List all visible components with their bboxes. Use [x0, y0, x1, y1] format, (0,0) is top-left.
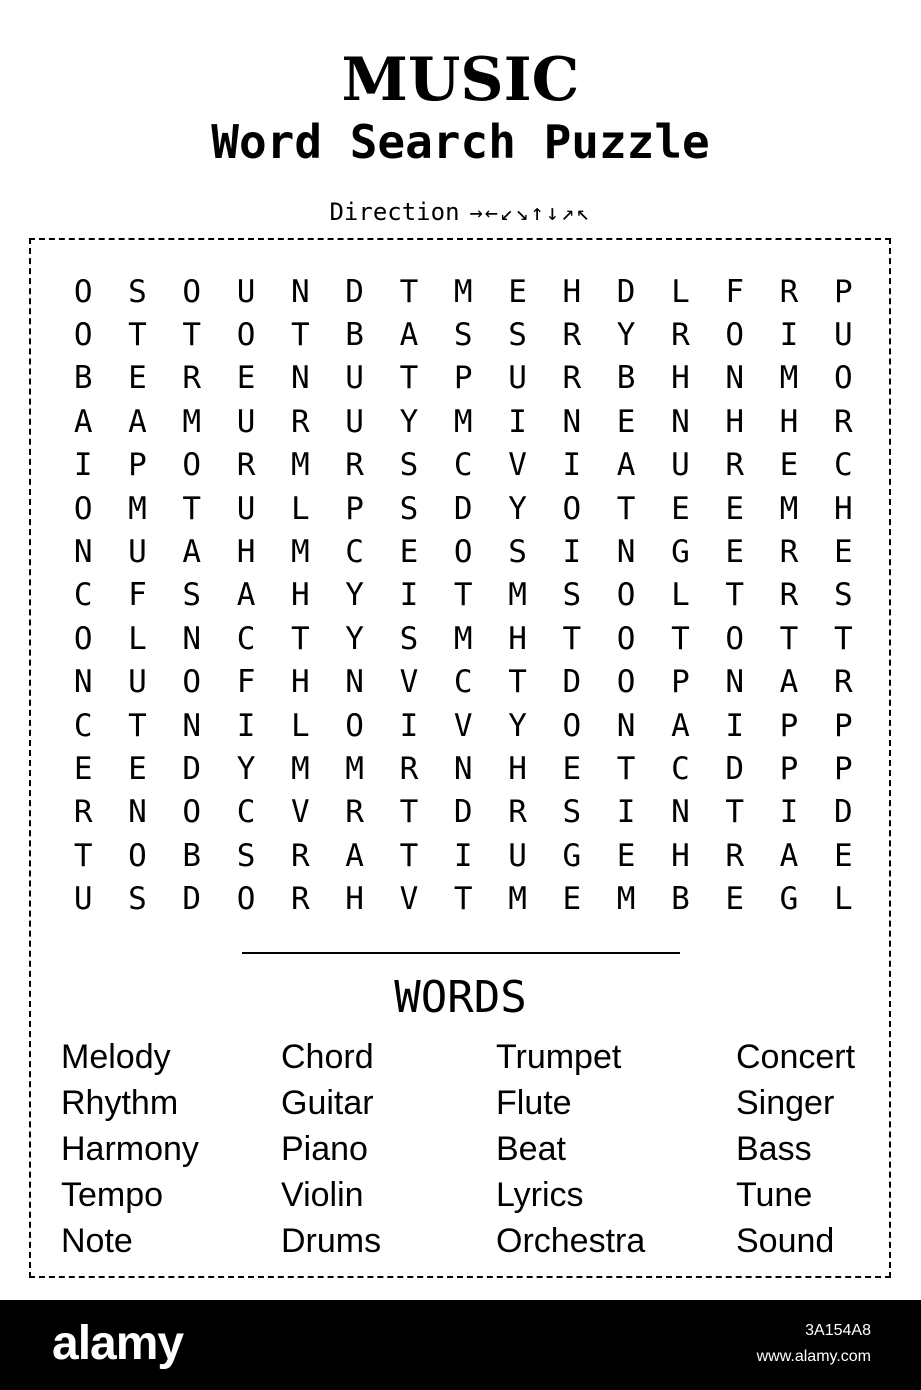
grid-cell[interactable]: P [345, 490, 364, 527]
grid-cell[interactable]: G [562, 837, 582, 874]
word-item: Flute [496, 1084, 572, 1122]
grid-cell[interactable]: S [399, 447, 419, 484]
grid-cell[interactable]: B [671, 881, 690, 918]
grid-cell[interactable]: D [616, 273, 636, 310]
puzzle-title: MUSIC [341, 45, 580, 115]
grid-cell[interactable]: R [671, 317, 690, 354]
grid-cell[interactable]: R [725, 837, 745, 874]
grid-cell[interactable]: U [345, 403, 364, 440]
grid-cell[interactable]: D [345, 273, 364, 310]
word-item: Guitar [281, 1084, 374, 1122]
grid-cell[interactable]: N [73, 534, 93, 571]
grid-cell[interactable]: A [345, 837, 364, 874]
grid-cell[interactable]: R [73, 794, 93, 831]
grid-cell[interactable]: R [182, 360, 202, 397]
grid-cell[interactable]: R [291, 403, 310, 440]
grid-cell[interactable]: H [508, 620, 527, 657]
grid-cell[interactable]: O [345, 707, 364, 744]
grid-cell[interactable]: N [616, 534, 636, 571]
grid-cell[interactable]: M [508, 577, 527, 614]
grid-cell[interactable]: S [833, 577, 853, 614]
grid-cell[interactable]: O [725, 620, 745, 657]
grid-cell[interactable]: S [399, 620, 419, 657]
grid-cell[interactable]: I [616, 794, 636, 831]
grid-cell[interactable]: U [508, 360, 527, 397]
grid-cell[interactable]: I [562, 447, 582, 484]
grid-cell[interactable]: V [399, 881, 419, 918]
grid-cell[interactable]: U [833, 317, 853, 354]
grid-cell[interactable]: T [725, 794, 745, 831]
word-list-column-3 [496, 1034, 645, 1264]
grid-cell[interactable]: R [779, 577, 799, 614]
grid-cell[interactable]: V [399, 664, 419, 701]
word-item: Tempo [61, 1176, 164, 1214]
grid-cell[interactable]: N [291, 360, 310, 397]
grid-cell[interactable]: T [508, 664, 527, 701]
grid-cell[interactable]: N [671, 794, 690, 831]
grid-cell[interactable]: D [453, 490, 473, 527]
grid-cell[interactable]: S [562, 577, 582, 614]
word-item: Lyrics [496, 1176, 584, 1214]
grid-cell[interactable]: O [833, 360, 853, 397]
word-item: Note [61, 1222, 133, 1260]
grid-cell[interactable]: D [182, 881, 202, 918]
grid-cell[interactable]: R [779, 534, 799, 571]
grid-cell[interactable]: H [833, 490, 853, 527]
grid-cell[interactable]: M [291, 534, 310, 571]
grid-cell[interactable]: E [562, 750, 582, 787]
grid-cell[interactable]: H [291, 664, 310, 701]
word-item: Violin [281, 1176, 364, 1214]
grid-cell[interactable]: R [345, 447, 364, 484]
word-list-column-1 [61, 1034, 199, 1264]
grid-cell[interactable]: O [73, 490, 93, 527]
grid-cell[interactable]: O [182, 794, 202, 831]
grid-cell[interactable]: M [128, 490, 147, 527]
grid-cell[interactable]: H [725, 403, 745, 440]
grid-cell[interactable]: O [616, 664, 636, 701]
grid-cell[interactable]: A [779, 837, 799, 874]
grid-cell[interactable]: R [236, 447, 256, 484]
grid-cell[interactable]: T [182, 317, 202, 354]
grid-cell[interactable]: B [73, 360, 93, 397]
direction-label: Direction [329, 198, 460, 226]
grid-cell[interactable]: O [616, 577, 636, 614]
grid-cell[interactable]: T [616, 750, 636, 787]
grid-cell[interactable]: B [182, 837, 202, 874]
grid-cell[interactable]: O [73, 317, 93, 354]
grid-cell[interactable]: A [779, 664, 799, 701]
grid-cell[interactable]: M [779, 360, 799, 397]
grid-cell[interactable]: O [73, 273, 93, 310]
grid-cell[interactable]: H [345, 881, 364, 918]
grid-cell[interactable]: M [345, 750, 364, 787]
grid-cell[interactable]: P [671, 664, 690, 701]
grid-cell[interactable]: N [616, 707, 636, 744]
grid-cell[interactable]: E [128, 360, 147, 397]
grid-cell[interactable]: M [291, 750, 310, 787]
grid-cell[interactable]: C [453, 664, 473, 701]
grid-cell[interactable]: O [182, 664, 202, 701]
grid-cell[interactable]: I [399, 707, 419, 744]
letter-grid [56, 270, 870, 921]
grid-cell[interactable]: O [236, 317, 256, 354]
grid-cell[interactable]: I [779, 317, 799, 354]
grid-cell[interactable]: E [73, 750, 93, 787]
grid-cell[interactable]: L [671, 273, 690, 310]
grid-cell[interactable]: R [291, 837, 310, 874]
grid-cell[interactable]: E [671, 490, 690, 527]
direction-legend [0, 196, 921, 230]
alamy-logo: alamy [52, 1317, 184, 1370]
grid-cell[interactable]: T [291, 620, 310, 657]
grid-cell[interactable]: S [236, 837, 256, 874]
grid-cell[interactable]: T [399, 794, 419, 831]
grid-cell[interactable]: P [453, 360, 473, 397]
grid-cell[interactable]: A [236, 577, 256, 614]
grid-cell[interactable]: H [291, 577, 310, 614]
grid-cell[interactable]: A [128, 403, 147, 440]
grid-cell[interactable]: C [453, 447, 473, 484]
grid-cell[interactable]: O [453, 534, 473, 571]
grid-cell[interactable]: I [725, 707, 745, 744]
grid-cell[interactable]: R [399, 750, 419, 787]
grid-cell[interactable]: M [453, 620, 473, 657]
grid-cell[interactable]: H [562, 273, 582, 310]
grid-cell[interactable]: T [399, 273, 419, 310]
grid-cell[interactable]: N [671, 403, 690, 440]
grid-cell[interactable]: R [833, 664, 853, 701]
grid-cell[interactable]: Y [399, 403, 419, 440]
grid-cell[interactable]: U [236, 273, 256, 310]
grid-cell[interactable]: H [236, 534, 256, 571]
grid-cell[interactable]: R [508, 794, 527, 831]
grid-cell[interactable]: T [73, 837, 93, 874]
grid-cell[interactable]: T [616, 490, 636, 527]
grid-cell[interactable]: V [291, 794, 310, 831]
grid-cell[interactable]: I [73, 447, 93, 484]
grid-cell[interactable]: N [291, 273, 310, 310]
grid-cell[interactable]: L [671, 577, 690, 614]
grid-cell[interactable]: P [833, 750, 853, 787]
grid-cell[interactable]: C [73, 577, 93, 614]
footer-url: www.alamy.com [756, 1348, 871, 1365]
grid-cell[interactable]: Y [236, 750, 256, 787]
grid-cell[interactable]: U [128, 534, 147, 571]
grid-cell[interactable]: G [671, 534, 690, 571]
word-item: Concert [736, 1038, 856, 1076]
grid-cell[interactable]: T [725, 577, 745, 614]
grid-cell[interactable]: I [399, 577, 419, 614]
puzzle-subtitle: Word Search Puzzle [211, 115, 710, 169]
grid-cell[interactable]: S [508, 534, 527, 571]
grid-cell[interactable]: O [725, 317, 745, 354]
grid-cell[interactable]: E [833, 534, 853, 571]
word-item: Orchestra [496, 1222, 646, 1260]
grid-cell[interactable]: N [182, 707, 202, 744]
word-list-column-2 [281, 1034, 381, 1264]
grid-cell[interactable]: O [616, 620, 636, 657]
grid-cell[interactable]: M [182, 403, 202, 440]
grid-cell[interactable]: S [128, 881, 147, 918]
word-item: Trumpet [496, 1038, 622, 1076]
word-item: Tune [736, 1176, 813, 1214]
word-item: Bass [736, 1130, 812, 1168]
word-item: Piano [281, 1130, 368, 1168]
grid-cell[interactable]: Y [508, 707, 527, 744]
grid-cell[interactable]: U [128, 664, 147, 701]
grid-cell[interactable]: P [833, 707, 853, 744]
grid-cell[interactable]: O [562, 707, 582, 744]
grid-cell[interactable]: S [399, 490, 419, 527]
grid-cell[interactable]: P [779, 750, 799, 787]
grid-cell[interactable]: T [291, 317, 310, 354]
grid-cell[interactable]: U [508, 837, 527, 874]
grid-cell[interactable]: D [562, 664, 582, 701]
grid-cell[interactable]: Y [508, 490, 527, 527]
grid-cell[interactable]: M [453, 273, 473, 310]
grid-cell[interactable]: T [671, 620, 690, 657]
grid-cell[interactable]: G [779, 881, 799, 918]
grid-cell[interactable]: N [73, 664, 93, 701]
word-item: Harmony [61, 1130, 199, 1168]
grid-cell[interactable]: E [725, 881, 745, 918]
grid-cell[interactable]: H [671, 360, 690, 397]
grid-cell[interactable]: O [182, 447, 202, 484]
grid-cell[interactable]: M [508, 881, 527, 918]
grid-cell[interactable]: L [291, 707, 310, 744]
grid-cell[interactable]: I [779, 794, 799, 831]
grid-cell[interactable]: T [182, 490, 202, 527]
grid-cell[interactable]: C [671, 750, 690, 787]
grid-cell[interactable]: U [236, 403, 256, 440]
grid-cell[interactable]: R [562, 360, 582, 397]
grid-cell[interactable]: A [399, 317, 419, 354]
grid-cell[interactable]: C [73, 707, 93, 744]
grid-cell[interactable]: U [671, 447, 690, 484]
grid-cell[interactable]: M [291, 447, 310, 484]
grid-cell[interactable]: T [453, 577, 473, 614]
grid-cell[interactable]: T [128, 707, 147, 744]
grid-cell[interactable]: P [779, 707, 799, 744]
grid-cell[interactable]: O [182, 273, 202, 310]
grid-cell[interactable]: N [725, 360, 745, 397]
grid-cell[interactable]: C [345, 534, 364, 571]
grid-cell[interactable]: E [399, 534, 419, 571]
grid-cell[interactable]: E [833, 837, 853, 874]
grid-cell[interactable]: L [128, 620, 147, 657]
grid-cell[interactable]: O [562, 490, 582, 527]
grid-cell[interactable]: P [833, 273, 853, 310]
grid-cell[interactable]: M [779, 490, 799, 527]
grid-cell[interactable]: V [508, 447, 527, 484]
grid-cell[interactable]: U [345, 360, 364, 397]
word-list-column-4 [736, 1034, 855, 1264]
grid-cell[interactable]: L [291, 490, 310, 527]
word-item: Singer [736, 1084, 835, 1122]
grid-cell[interactable]: T [399, 837, 419, 874]
word-item: Beat [496, 1130, 566, 1168]
grid-cell[interactable]: M [616, 881, 636, 918]
grid-cell[interactable]: T [562, 620, 582, 657]
grid-cell[interactable]: U [236, 490, 256, 527]
grid-cell[interactable]: F [236, 664, 256, 701]
grid-cell[interactable]: T [399, 360, 419, 397]
word-item: Rhythm [61, 1084, 179, 1122]
word-item: Sound [736, 1222, 835, 1260]
grid-cell[interactable]: Y [345, 577, 364, 614]
grid-cell[interactable]: R [725, 447, 745, 484]
grid-cell[interactable]: F [128, 577, 147, 614]
image-id: 3A154A8 [805, 1322, 871, 1339]
grid-cell[interactable]: F [725, 273, 745, 310]
grid-cell[interactable]: U [73, 881, 93, 918]
grid-cell[interactable]: C [833, 447, 853, 484]
grid-cell[interactable]: A [182, 534, 202, 571]
grid-cell[interactable]: B [616, 360, 636, 397]
grid-cell[interactable]: N [725, 664, 745, 701]
grid-cell[interactable]: D [833, 794, 853, 831]
grid-cell[interactable]: S [128, 273, 147, 310]
grid-cell[interactable]: E [616, 403, 636, 440]
grid-cell[interactable]: S [562, 794, 582, 831]
grid-cell[interactable]: H [508, 750, 527, 787]
grid-cell[interactable]: E [725, 534, 745, 571]
grid-cell[interactable]: T [128, 317, 147, 354]
grid-cell[interactable]: R [345, 794, 364, 831]
grid-cell[interactable]: R [562, 317, 582, 354]
word-item: Drums [281, 1222, 382, 1260]
grid-cell[interactable]: C [236, 620, 256, 657]
grid-cell[interactable]: S [453, 317, 473, 354]
grid-cell[interactable]: L [833, 881, 853, 918]
words-heading: WORDS [394, 972, 527, 1023]
grid-cell[interactable]: R [291, 881, 310, 918]
grid-cell[interactable]: E [779, 447, 799, 484]
grid-cell[interactable]: V [453, 707, 473, 744]
grid-cell[interactable]: T [453, 881, 473, 918]
grid-cell[interactable]: M [453, 403, 473, 440]
grid-cell[interactable]: R [833, 403, 853, 440]
grid-cell[interactable]: E [508, 273, 527, 310]
grid-cell[interactable]: D [725, 750, 745, 787]
grid-cell[interactable]: O [73, 620, 93, 657]
grid-cell[interactable]: H [779, 403, 799, 440]
grid-cell[interactable]: N [128, 794, 147, 831]
grid-cell[interactable]: S [508, 317, 527, 354]
watermark-footer [0, 1300, 921, 1390]
grid-cell[interactable]: S [182, 577, 202, 614]
grid-cell[interactable]: I [236, 707, 256, 744]
word-item: Melody [61, 1038, 171, 1076]
grid-cell[interactable]: I [453, 837, 473, 874]
grid-cell[interactable]: N [182, 620, 202, 657]
grid-cell[interactable]: I [562, 534, 582, 571]
grid-cell[interactable]: E [128, 750, 147, 787]
grid-cell[interactable]: T [779, 620, 799, 657]
grid-cell[interactable]: A [671, 707, 690, 744]
grid-cell[interactable]: A [73, 403, 93, 440]
grid-cell[interactable]: E [616, 837, 636, 874]
grid-cell[interactable]: E [562, 881, 582, 918]
divider-line [242, 952, 680, 954]
grid-cell[interactable]: O [128, 837, 147, 874]
grid-cell[interactable]: N [453, 750, 473, 787]
grid-cell[interactable]: Y [616, 317, 636, 354]
grid-cell[interactable]: E [236, 360, 256, 397]
grid-cell[interactable]: R [779, 273, 799, 310]
grid-cell[interactable]: N [345, 664, 364, 701]
grid-cell[interactable]: Y [345, 620, 364, 657]
grid-cell[interactable]: H [671, 837, 690, 874]
grid-cell[interactable]: D [182, 750, 202, 787]
grid-cell[interactable]: B [345, 317, 364, 354]
grid-cell[interactable]: I [508, 403, 527, 440]
grid-cell[interactable]: C [236, 794, 256, 831]
grid-cell[interactable]: O [236, 881, 256, 918]
grid-cell[interactable]: D [453, 794, 473, 831]
word-item: Chord [281, 1038, 374, 1076]
grid-cell[interactable]: P [128, 447, 147, 484]
grid-cell[interactable]: A [616, 447, 636, 484]
grid-cell[interactable]: T [833, 620, 853, 657]
direction-arrows-icon: →←↙↘↑↓↗↖ [469, 201, 592, 226]
grid-cell[interactable]: N [562, 403, 582, 440]
grid-cell[interactable]: E [725, 490, 745, 527]
